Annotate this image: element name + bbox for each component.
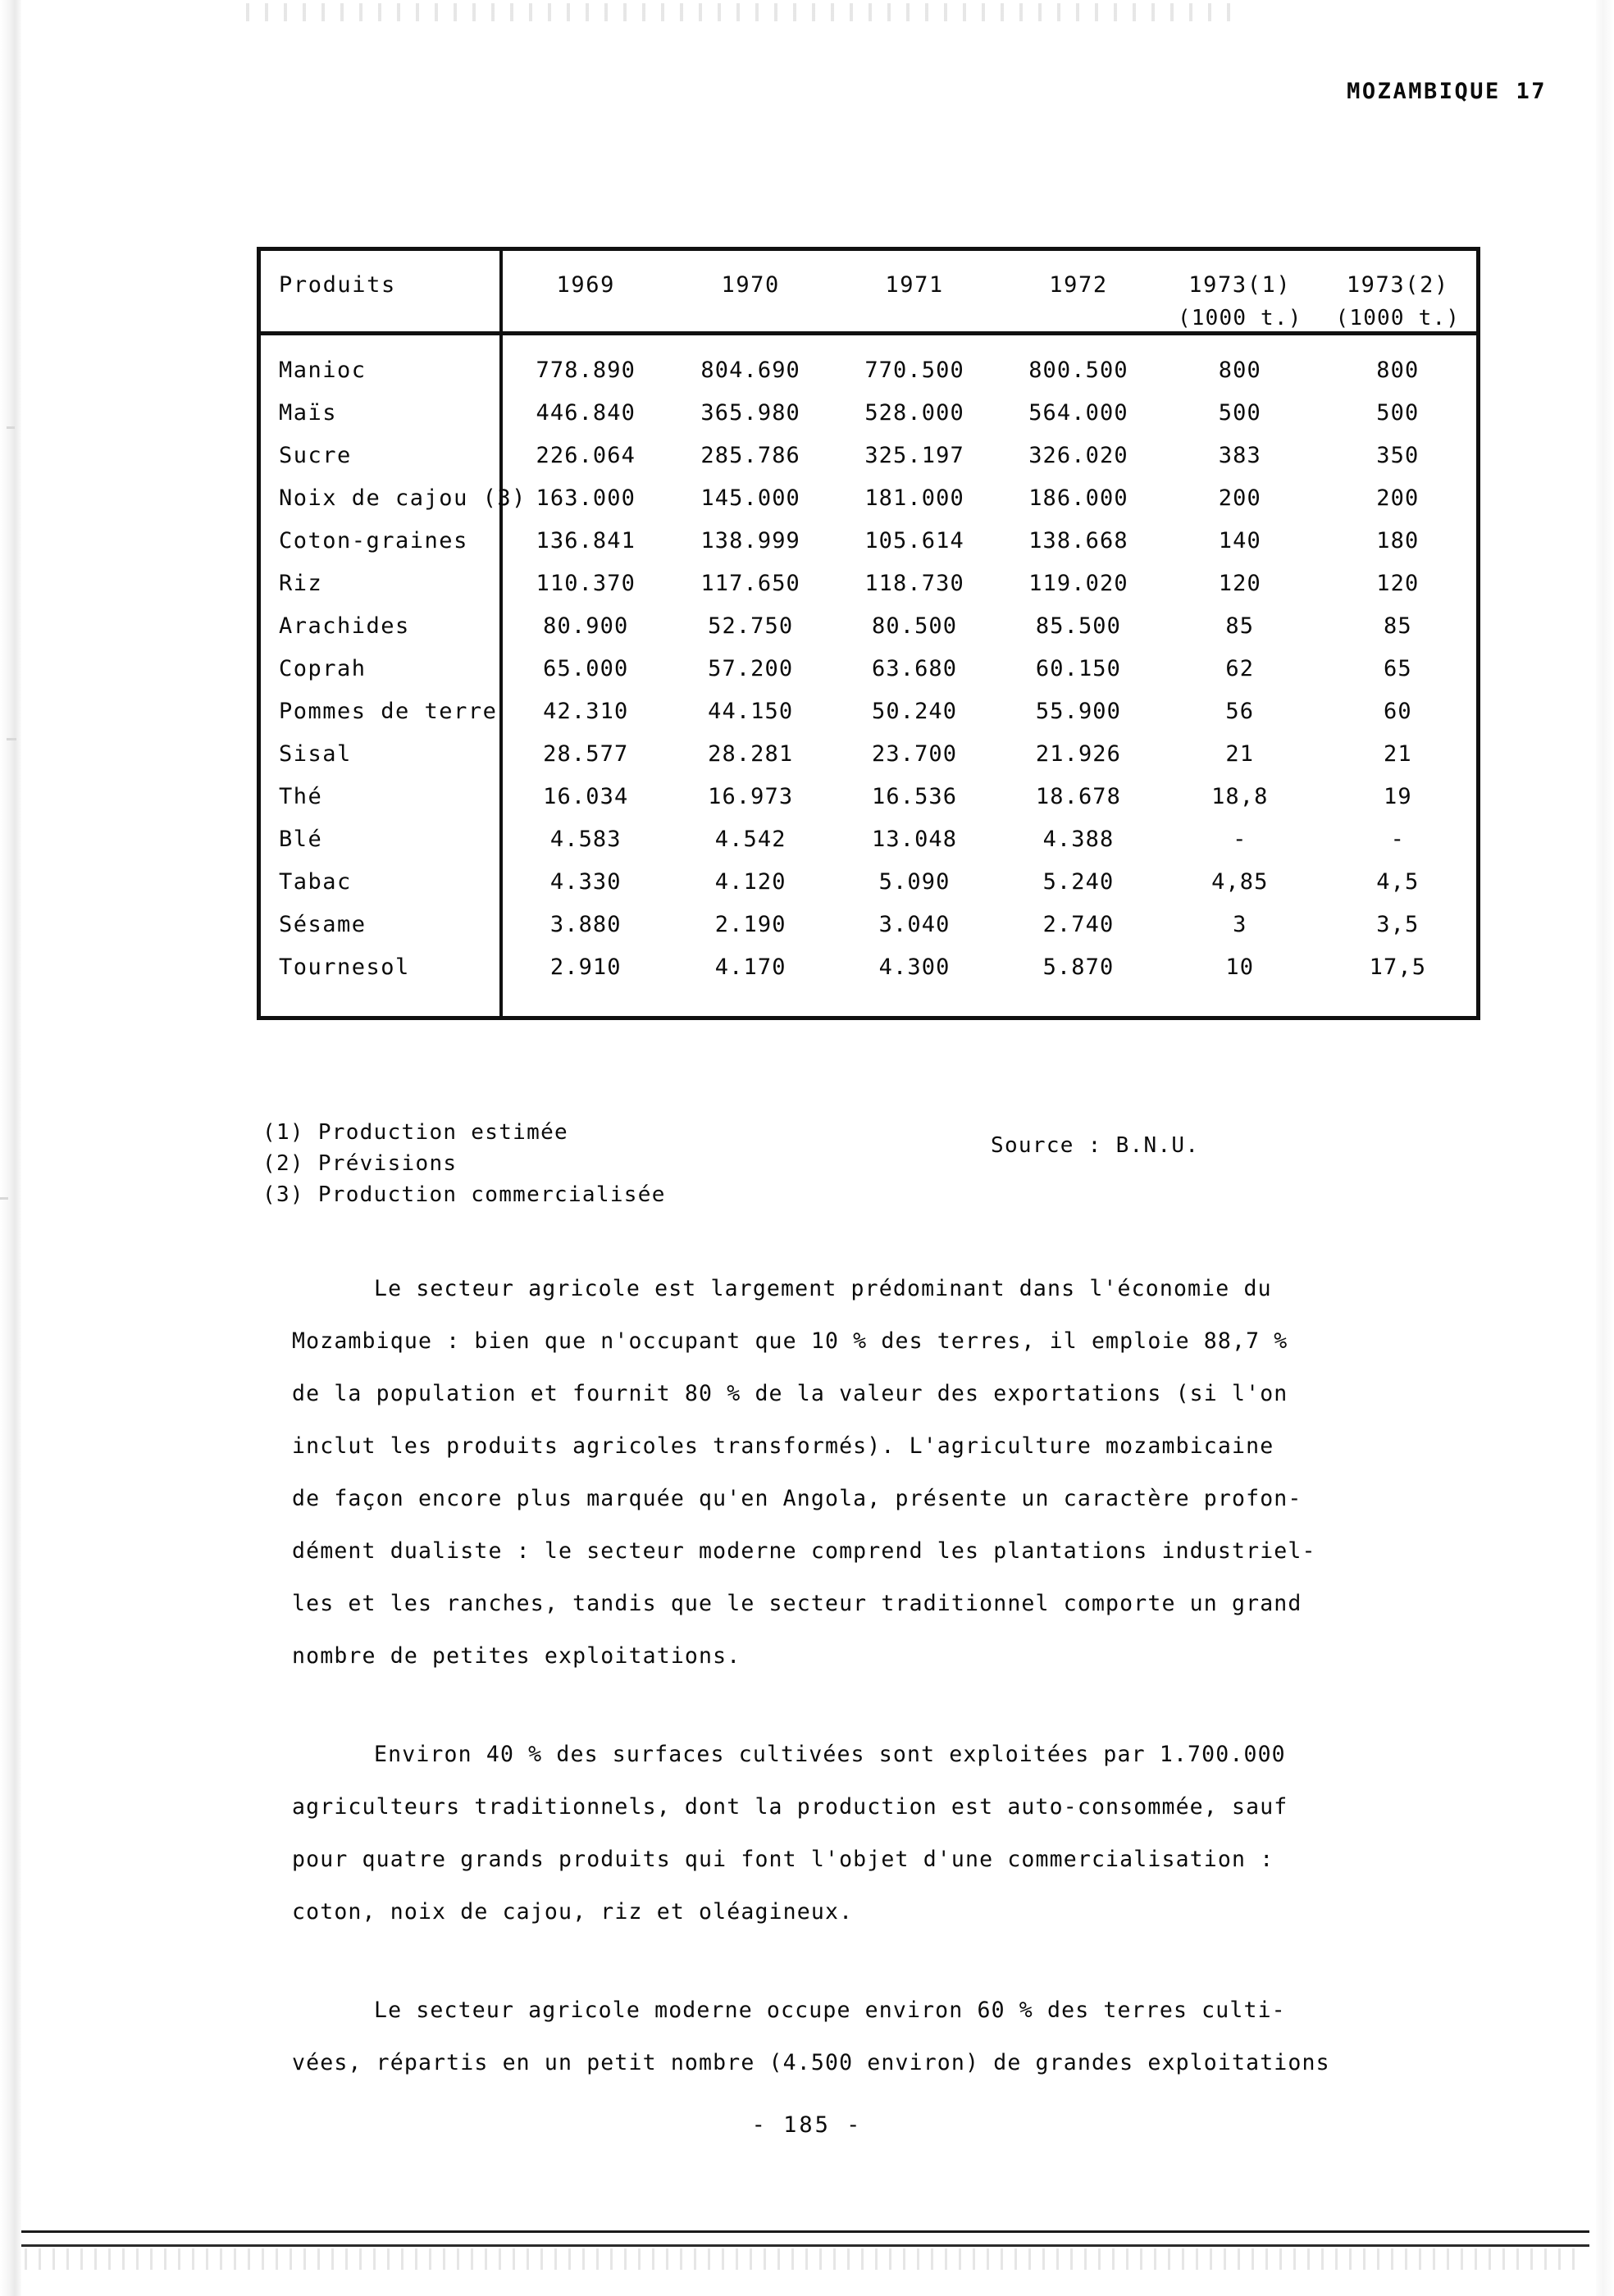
production-value-cell: 117.650 xyxy=(700,570,800,596)
production-value-cell: 2.190 xyxy=(714,911,786,937)
production-value-cell: 140 xyxy=(1218,527,1261,554)
production-value-cell: 52.750 xyxy=(708,613,794,639)
production-value-cell: 4.583 xyxy=(549,826,622,852)
production-value-cell: 5.870 xyxy=(1042,954,1115,980)
production-value-cell: 770.500 xyxy=(864,357,964,383)
production-value-cell: 60 xyxy=(1383,698,1412,724)
body-text xyxy=(292,1263,1498,2089)
product-name-cell: Tournesol xyxy=(259,945,502,1018)
scan-edge-right xyxy=(1596,0,1614,2296)
table-header-row xyxy=(259,249,1479,334)
production-value-cell: 55.900 xyxy=(1035,698,1122,724)
scan-artifact-tick xyxy=(7,738,16,740)
column-header-1973-2: 1973(2) (1000 t.) xyxy=(1320,249,1479,334)
scan-artifact-tick xyxy=(0,1197,8,1200)
production-value-cell: 3.040 xyxy=(878,911,951,937)
table-row xyxy=(259,860,1479,903)
column-header-1969: 1969 xyxy=(501,249,668,334)
production-value-cell: 42.310 xyxy=(543,698,629,724)
product-name-cell: Arachides xyxy=(259,604,502,647)
production-value-cell: 528.000 xyxy=(864,399,964,426)
production-value-cell: 2.910 xyxy=(549,954,622,980)
production-value-cell: 4.170 xyxy=(714,954,786,980)
product-name-cell: Riz xyxy=(259,562,502,604)
scan-artifact-bottom xyxy=(25,2248,1583,2270)
production-value-cell: 181.000 xyxy=(864,485,964,511)
production-value-cell: 200 xyxy=(1218,485,1261,511)
production-value-cell: 383 xyxy=(1218,442,1261,468)
production-value-cell: 28.577 xyxy=(543,740,629,767)
production-value-cell: 80.900 xyxy=(543,613,629,639)
column-header-1972: 1972 xyxy=(996,249,1160,334)
production-value-cell: 3 xyxy=(1233,911,1247,937)
product-name-cell: Manioc xyxy=(259,334,502,392)
table-row xyxy=(259,391,1479,434)
production-value-cell: 325.197 xyxy=(864,442,964,468)
table-row xyxy=(259,562,1479,604)
production-value-cell: 85.500 xyxy=(1035,613,1122,639)
production-value-cell: 136.841 xyxy=(536,527,636,554)
text-line: nombre de petites exploitations. xyxy=(292,1643,741,1669)
table-row xyxy=(259,903,1479,945)
production-value-cell: 365.980 xyxy=(700,399,800,426)
production-value-cell: 3,5 xyxy=(1376,911,1420,937)
table-row xyxy=(259,334,1479,392)
production-value-cell: 56 xyxy=(1225,698,1255,724)
product-name-cell: Sésame xyxy=(259,903,502,945)
product-name-cell: Coton-graines xyxy=(259,519,502,562)
production-table-container xyxy=(257,247,1480,1020)
production-value-cell: 145.000 xyxy=(700,485,800,511)
table-row xyxy=(259,818,1479,860)
paragraph xyxy=(292,1729,1498,1938)
production-value-cell: 564.000 xyxy=(1028,399,1128,426)
production-value-cell: 23.700 xyxy=(872,740,958,767)
text-line: dément dualiste : le secteur moderne comprend les plantations industriel- xyxy=(292,1538,1316,1564)
production-value-cell: 5.090 xyxy=(878,868,951,895)
production-value-cell: 446.840 xyxy=(536,399,636,426)
column-header-1971: 1971 xyxy=(832,249,996,334)
text-line: inclut les produits agricoles transformés). L'agriculture mozambicaine xyxy=(292,1433,1274,1459)
production-value-cell: 4,85 xyxy=(1211,868,1269,895)
production-value-cell: 800 xyxy=(1218,357,1261,383)
production-value-cell: 18.678 xyxy=(1035,783,1122,809)
table-footnotes xyxy=(262,1117,666,1210)
production-value-cell: 63.680 xyxy=(872,655,958,681)
production-value-cell: 138.999 xyxy=(700,527,800,554)
production-value-cell: 500 xyxy=(1218,399,1261,426)
production-value-cell: 800 xyxy=(1376,357,1420,383)
product-name-cell: Sucre xyxy=(259,434,502,476)
text-line: Le secteur agricole est largement prédominant dans l'économie du xyxy=(374,1276,1272,1301)
production-value-cell: 778.890 xyxy=(536,357,636,383)
production-value-cell: 186.000 xyxy=(1028,485,1128,511)
column-header-1970: 1970 xyxy=(668,249,832,334)
table-row xyxy=(259,434,1479,476)
production-value-cell: 17,5 xyxy=(1369,954,1427,980)
scan-edge-left xyxy=(0,0,21,2296)
text-line: Le secteur agricole moderne occupe environ 60 % des terres culti- xyxy=(374,1998,1286,2023)
production-value-cell: 4.388 xyxy=(1042,826,1115,852)
production-value-cell: 4.300 xyxy=(878,954,951,980)
production-value-cell: 326.020 xyxy=(1028,442,1128,468)
production-value-cell: 10 xyxy=(1225,954,1255,980)
table-row xyxy=(259,945,1479,1018)
text-line: Mozambique : bien que n'occupant que 10 % des terres, il emploie 88,7 % xyxy=(292,1328,1288,1354)
production-value-cell: 50.240 xyxy=(872,698,958,724)
product-name-cell: Maïs xyxy=(259,391,502,434)
production-value-cell: 4.120 xyxy=(714,868,786,895)
footnote: (3) Production commercialisée xyxy=(262,1182,666,1207)
production-value-cell: 85 xyxy=(1225,613,1255,639)
production-value-cell: 105.614 xyxy=(864,527,964,554)
scan-edge-bottom xyxy=(21,2230,1589,2247)
table-row xyxy=(259,476,1479,519)
production-value-cell: 28.281 xyxy=(708,740,794,767)
production-value-cell: 44.150 xyxy=(708,698,794,724)
table-row xyxy=(259,775,1479,818)
table-body xyxy=(259,334,1479,1018)
scan-artifact-top xyxy=(246,3,1230,21)
production-value-cell: 65 xyxy=(1383,655,1412,681)
production-value-cell: 62 xyxy=(1225,655,1255,681)
production-value-cell: 163.000 xyxy=(536,485,636,511)
production-value-cell: 85 xyxy=(1383,613,1412,639)
product-name-cell: Noix de cajou (3) xyxy=(259,476,502,519)
footnote: (2) Prévisions xyxy=(262,1151,458,1176)
production-table xyxy=(257,247,1480,1020)
production-value-cell: 4.542 xyxy=(714,826,786,852)
production-value-cell: 16.034 xyxy=(543,783,629,809)
running-head: MOZAMBIQUE 17 xyxy=(1347,79,1547,104)
paragraph xyxy=(292,1984,1498,2089)
production-value-cell: 19 xyxy=(1383,783,1412,809)
table-source: Source : B.N.U. xyxy=(991,1133,1200,1158)
production-value-cell: - xyxy=(1233,826,1247,852)
production-value-cell: 350 xyxy=(1376,442,1420,468)
text-line: de la population et fournit 80 % de la valeur des exportations (si l'on xyxy=(292,1381,1288,1406)
production-value-cell: 18,8 xyxy=(1211,783,1269,809)
footnote: (1) Production estimée xyxy=(262,1120,568,1145)
production-value-cell: 118.730 xyxy=(864,570,964,596)
product-name-cell: Thé xyxy=(259,775,502,818)
product-name-cell: Pommes de terre xyxy=(259,690,502,732)
table-row xyxy=(259,604,1479,647)
production-value-cell: 226.064 xyxy=(536,442,636,468)
production-value-cell: 5.240 xyxy=(1042,868,1115,895)
production-value-cell: 16.536 xyxy=(872,783,958,809)
text-line: de façon encore plus marquée qu'en Angola, présente un caractère profon- xyxy=(292,1486,1302,1511)
production-value-cell: 80.500 xyxy=(872,613,958,639)
production-value-cell: 21 xyxy=(1225,740,1255,767)
page-number: - 185 - xyxy=(751,2112,863,2138)
production-value-cell: 21 xyxy=(1383,740,1412,767)
production-value-cell: 4,5 xyxy=(1376,868,1420,895)
production-value-cell: 800.500 xyxy=(1028,357,1128,383)
table-header xyxy=(259,249,1479,334)
table-row xyxy=(259,732,1479,775)
text-line: coton, noix de cajou, riz et oléagineux. xyxy=(292,1899,854,1925)
text-line: vées, répartis en un petit nombre (4.500 environ) de grandes exploitations xyxy=(292,2050,1330,2075)
table-row xyxy=(259,690,1479,732)
production-value-cell: 200 xyxy=(1376,485,1420,511)
product-name-cell: Tabac xyxy=(259,860,502,903)
production-value-cell: 13.048 xyxy=(872,826,958,852)
paragraph xyxy=(292,1263,1498,1683)
production-value-cell: 16.973 xyxy=(708,783,794,809)
production-value-cell: 804.690 xyxy=(700,357,800,383)
table-row xyxy=(259,647,1479,690)
production-value-cell: 120 xyxy=(1218,570,1261,596)
table-row xyxy=(259,519,1479,562)
column-header-1973-1: 1973(1) (1000 t.) xyxy=(1160,249,1320,334)
production-value-cell: 120 xyxy=(1376,570,1420,596)
text-line: Environ 40 % des surfaces cultivées sont exploitées par 1.700.000 xyxy=(374,1742,1286,1767)
column-header-produits: Produits xyxy=(259,249,502,334)
product-name-cell: Sisal xyxy=(259,732,502,775)
production-value-cell: 138.668 xyxy=(1028,527,1128,554)
scan-artifact-tick xyxy=(7,426,15,429)
production-value-cell: 180 xyxy=(1376,527,1420,554)
production-value-cell: 3.880 xyxy=(549,911,622,937)
production-value-cell: 285.786 xyxy=(700,442,800,468)
product-name-cell: Coprah xyxy=(259,647,502,690)
production-value-cell: 500 xyxy=(1376,399,1420,426)
production-value-cell: 57.200 xyxy=(708,655,794,681)
production-value-cell: 4.330 xyxy=(549,868,622,895)
production-value-cell: - xyxy=(1390,826,1406,852)
production-value-cell: 2.740 xyxy=(1042,911,1115,937)
production-value-cell: 21.926 xyxy=(1035,740,1122,767)
production-value-cell: 65.000 xyxy=(543,655,629,681)
production-value-cell: 119.020 xyxy=(1028,570,1128,596)
text-line: les et les ranches, tandis que le secteur traditionnel comporte un grand xyxy=(292,1591,1302,1616)
text-line: agriculteurs traditionnels, dont la production est auto-consommée, sauf xyxy=(292,1794,1288,1820)
text-line: pour quatre grands produits qui font l'objet d'une commercialisation : xyxy=(292,1847,1274,1872)
production-value-cell: 110.370 xyxy=(536,570,636,596)
production-value-cell: 60.150 xyxy=(1035,655,1122,681)
product-name-cell: Blé xyxy=(259,818,502,860)
